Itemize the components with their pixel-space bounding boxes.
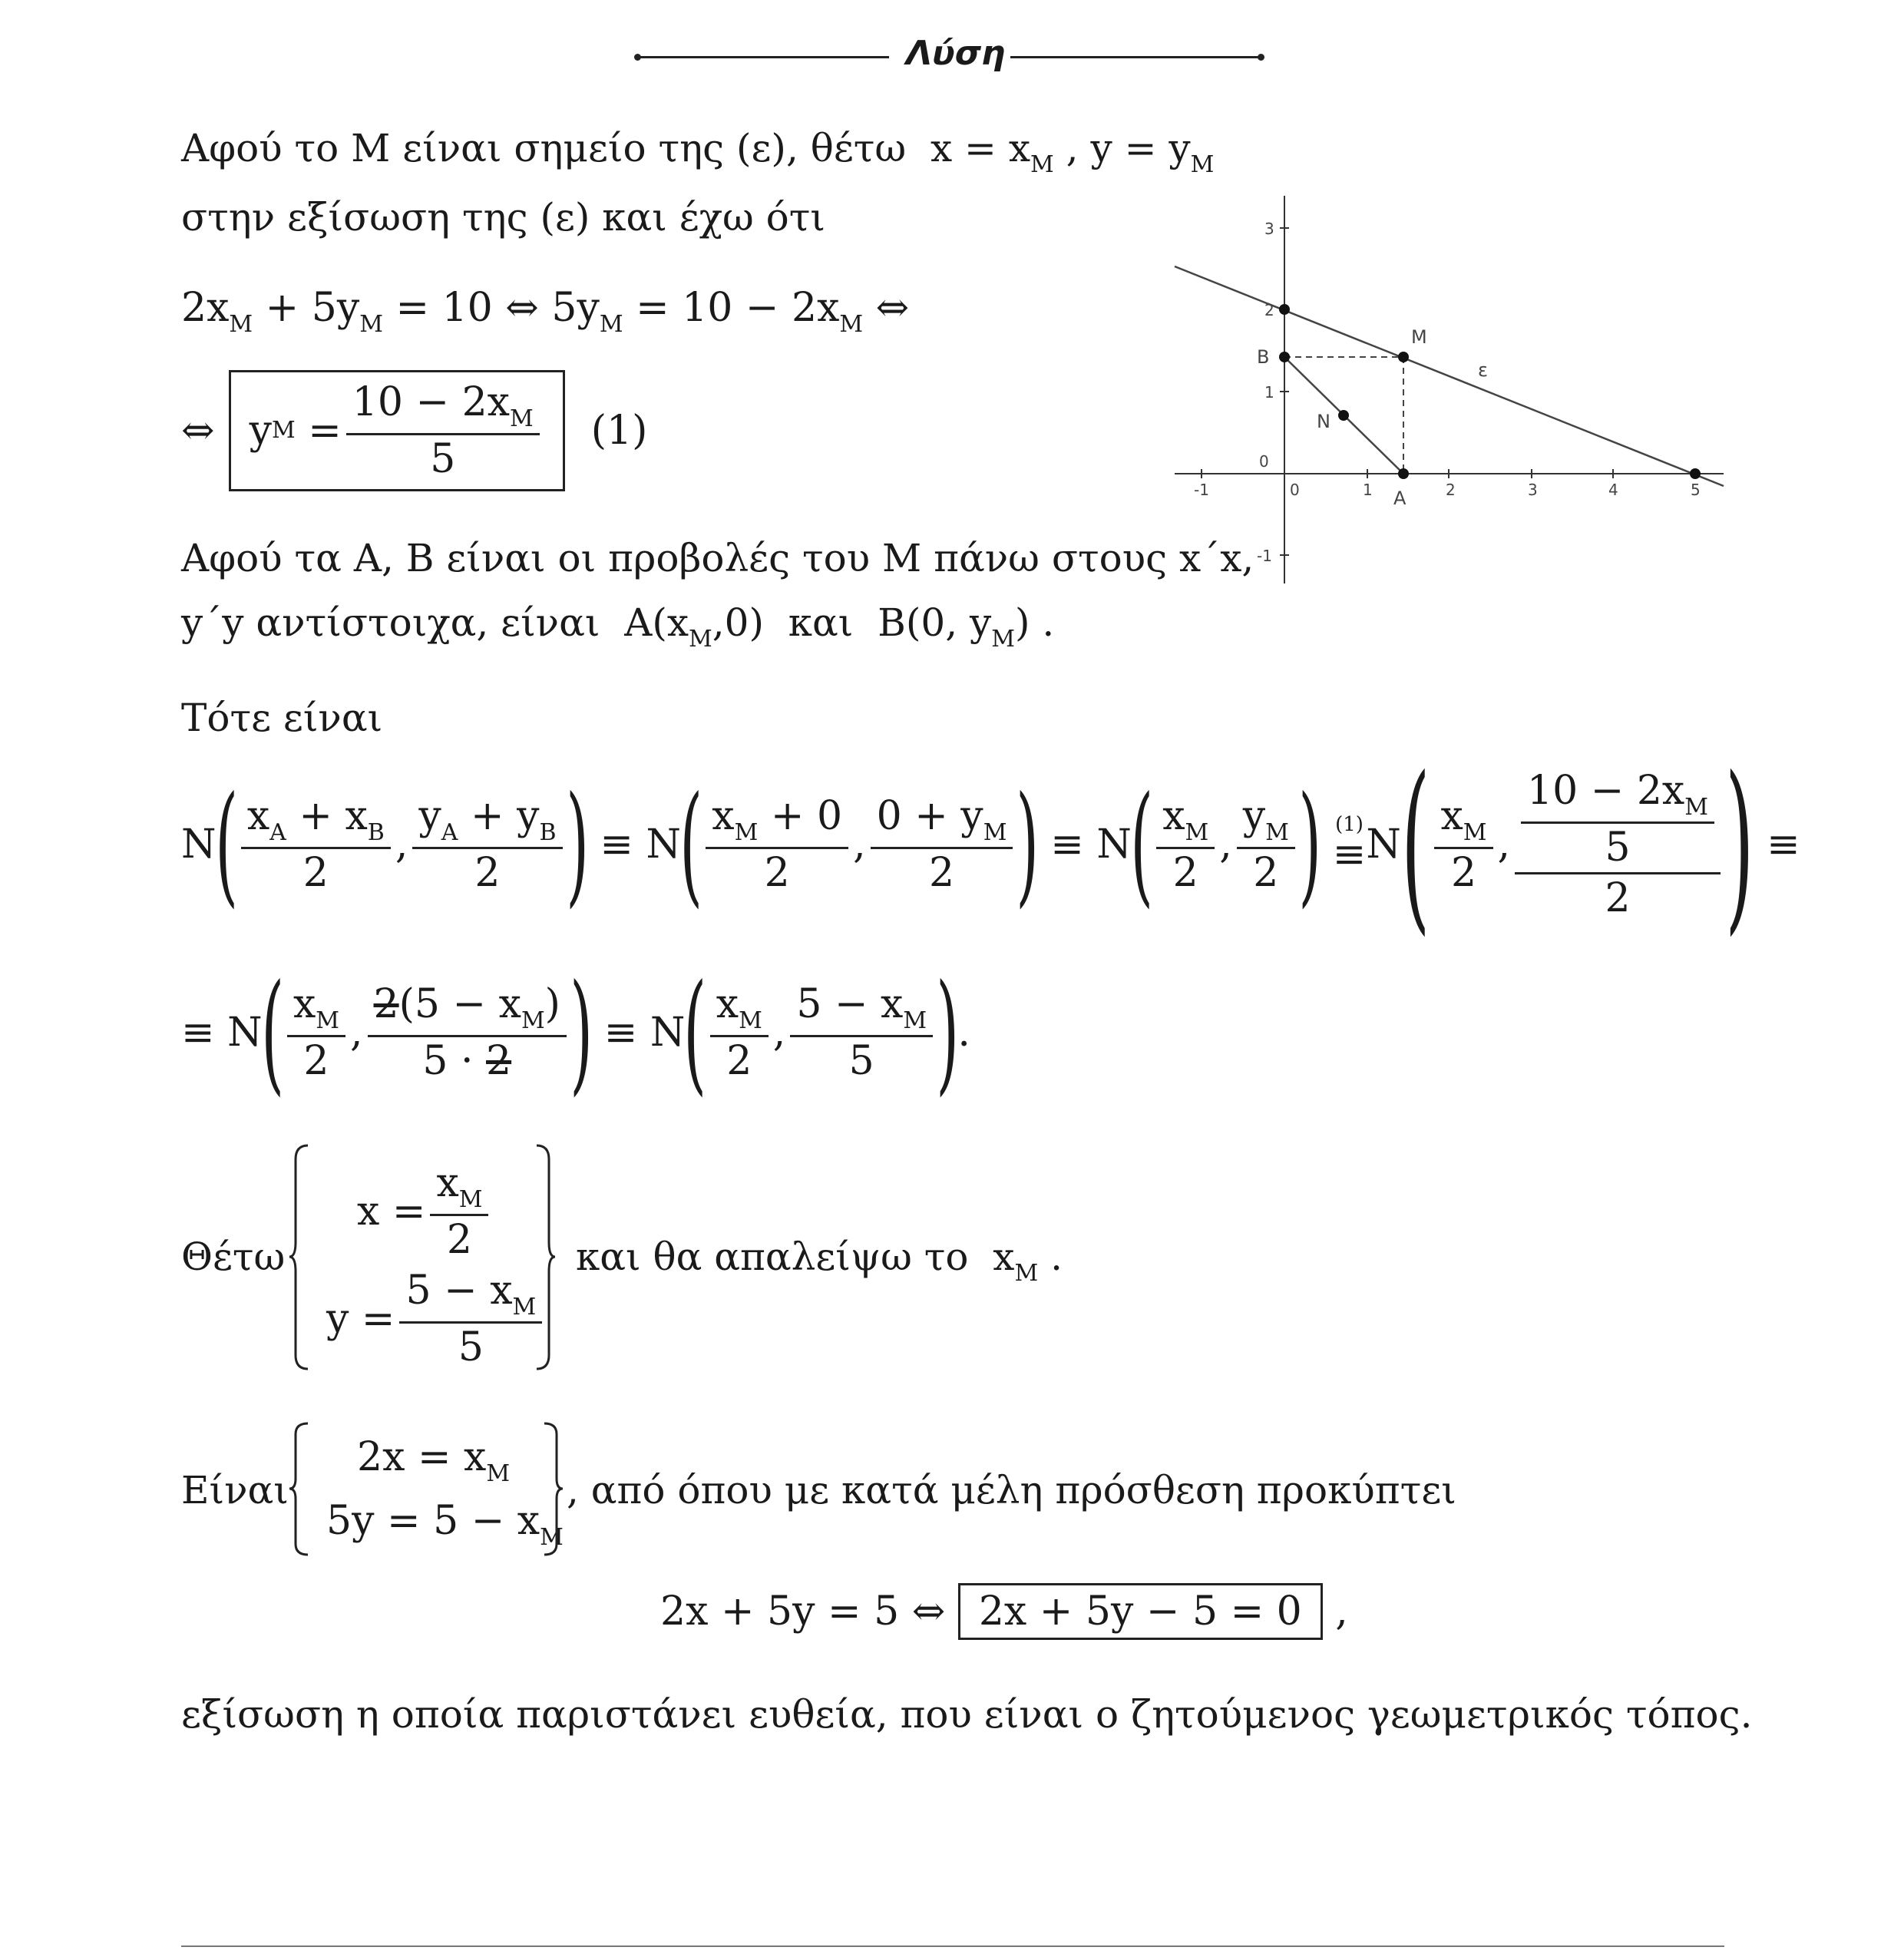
system-1-eq-y: y = $\frac{5 - x_M}{5}$ bbox=[326, 1267, 547, 1371]
x-tick-label: 0 bbox=[1290, 481, 1300, 499]
midpoint-equation-2: ≡ N ( $\frac{x_M}{2}$ , $\frac{2(5 - x_M)}{5 \cdot 2}$ ) ≡ N ( $\frac{x_M}{2}$ , $\frac{5 - x_M}{5}$ ) . bbox=[181, 957, 970, 1109]
x-tick-label: 3 bbox=[1528, 481, 1538, 499]
point-M bbox=[1398, 352, 1409, 362]
point-label-N: N bbox=[1317, 411, 1330, 432]
system-2-brace-left bbox=[288, 1422, 311, 1556]
x-tick-label: 1 bbox=[1363, 481, 1373, 499]
paragraph-conclusion: εξίσωση η οποία παριστάνει ευθεία, που είναι ο ζητούμενος γεωμετρικός τόπος. bbox=[181, 1692, 1753, 1737]
box-final: 2x + 5y − 5 = 0 bbox=[958, 1583, 1323, 1640]
equation-ref: (1) bbox=[590, 408, 648, 455]
paragraph-1-line-2: στην εξίσωση της (ε) και έχω ότι bbox=[181, 195, 826, 240]
system-2-brace-right bbox=[541, 1422, 564, 1556]
paragraph-2-line-1: Αφού τα Α, Β είναι οι προβολές του Μ πάνω στους x΄x, bbox=[181, 536, 1254, 580]
bottom-rule bbox=[181, 1945, 1724, 1947]
equation-boxed-1: ⇔ y M = $\frac{10 - 2x_M}{5}$ (1) bbox=[181, 370, 647, 491]
system-1-suffix: και θα απαλείψω το $x_M$ . bbox=[576, 1235, 1063, 1287]
equation-1: $2x_M + 5y_M = 10$ ⇔ $5y_M = 10 - 2x_M$ ⇔ bbox=[181, 285, 910, 338]
x-tick-label: 5 bbox=[1691, 481, 1701, 499]
paragraph-2-line-2: y΄y αντίστοιχα, είναι $A(x_M,0)$ και B(0, $y_M$) . bbox=[181, 600, 1055, 653]
point-B bbox=[1279, 352, 1290, 362]
point-label-M: M bbox=[1411, 326, 1427, 348]
point-five-zero bbox=[1690, 468, 1701, 479]
midpoint-equation-1: N ( $\frac{x_A + x_B}{2}$ , $\frac{y_A + y_B}{2}$ ) ≡ N ( $\frac{x_M + 0}{2}$ , $\frac{0 + y_M}{2}$ ) ≡ N ( $\frac{x_M}{2}$ , $\frac{y_M}{2}$ ) (1) ≡ N ( $\frac{x_M}{2}$ , $\frac{\frac{10 - 2x_M}{5}}{2}$ ) ≡ bbox=[181, 737, 1800, 952]
box-ym: y M = $\frac{10 - 2x_M}{5}$ bbox=[229, 370, 565, 491]
system-2-eq-1: $2x = x_M$ bbox=[357, 1434, 511, 1487]
paragraph-1-line-1: Αφού το Μ είναι σημείο της (ε), θέτω $x = x_M$ , $y = y_M$ bbox=[181, 126, 1215, 178]
system-2-suffix: , από όπου με κατά μέλη πρόσθεση προκύπτει bbox=[567, 1468, 1456, 1512]
point-label-B: B bbox=[1257, 346, 1270, 368]
y-tick-label: 3 bbox=[1264, 220, 1274, 238]
paragraph-3: Τότε είναι bbox=[181, 696, 383, 740]
coordinate-graph bbox=[1171, 188, 1731, 587]
header-rule-right bbox=[1010, 56, 1261, 58]
y-tick-label: -1 bbox=[1257, 547, 1272, 565]
system-1-eq-x: x = $\frac{x_M}{2}$ bbox=[357, 1159, 493, 1264]
system-2-prefix: Είναι bbox=[181, 1468, 289, 1512]
point-label-A: A bbox=[1393, 488, 1407, 509]
system-1-prefix: Θέτω bbox=[181, 1235, 286, 1279]
system-1-brace-left bbox=[288, 1144, 311, 1370]
system-2-eq-2: $5y = 5 - x_M$ bbox=[326, 1498, 564, 1551]
point-N bbox=[1338, 410, 1349, 421]
x-tick-label: 4 bbox=[1608, 481, 1618, 499]
y-tick-label: 0 bbox=[1259, 452, 1269, 471]
point-A bbox=[1398, 468, 1409, 479]
line-epsilon bbox=[1175, 266, 1724, 486]
x-tick-label: 2 bbox=[1446, 481, 1456, 499]
header-rule-left bbox=[639, 56, 889, 58]
y-tick-label: 2 bbox=[1264, 301, 1274, 319]
page-title: Λύση bbox=[906, 34, 1006, 73]
system-1-brace-right bbox=[534, 1144, 557, 1370]
line-epsilon-label: ε bbox=[1478, 359, 1488, 381]
x-tick-label: -1 bbox=[1194, 481, 1209, 499]
final-equation: 2x + 5y = 5 ⇔ 2x + 5y − 5 = 0 , bbox=[660, 1583, 1348, 1640]
point-zero-two bbox=[1279, 304, 1290, 315]
header-dot-right bbox=[1258, 54, 1264, 61]
y-tick-label: 1 bbox=[1264, 383, 1274, 402]
